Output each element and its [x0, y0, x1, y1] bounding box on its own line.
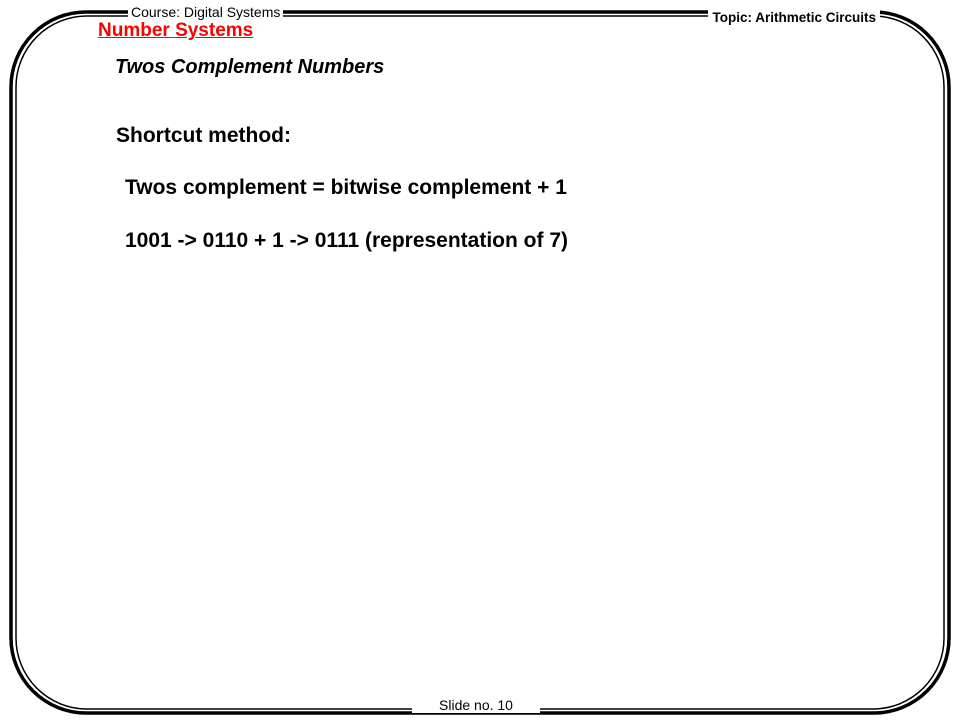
topic-label: Topic: Arithmetic Circuits [708, 10, 880, 25]
course-label: Course: Digital Systems [128, 4, 283, 20]
formula-line: Twos complement = bitwise complement + 1 [125, 176, 567, 199]
slide-title: Twos Complement Numbers [115, 56, 385, 78]
slide-number: Slide no. 10 [412, 697, 540, 713]
section-title: Number Systems [98, 20, 254, 41]
shortcut-method-label: Shortcut method: [116, 124, 291, 147]
example-line: 1001 -> 0110 + 1 -> 0111 (representation of 7) [125, 229, 568, 252]
